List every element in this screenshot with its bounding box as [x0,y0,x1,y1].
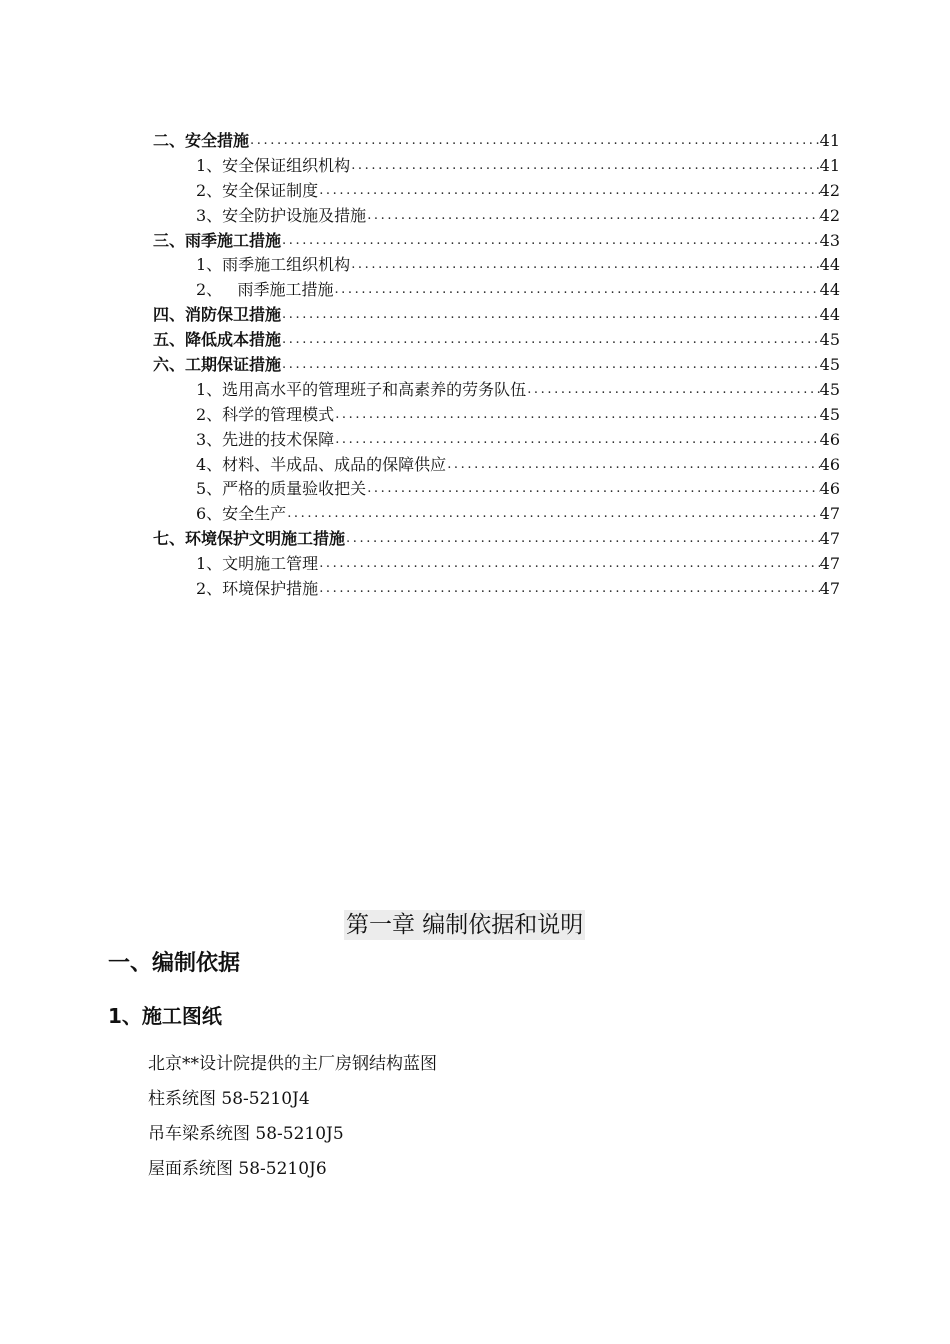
toc-entry[interactable] [0,453,950,478]
toc-entry-title: 1、选用高水平的管理班子和高素养的劳务队伍 [196,379,527,399]
toc-entry-page: 41 [819,155,840,175]
toc-dot-leader [527,378,819,403]
toc-entry-title: 六、工期保证措施 [153,355,282,375]
toc-entry-title: 3、安全防护设施及措施 [196,205,367,225]
toc-dot-leader [447,453,819,478]
toc-entry-title: 2、安全保证制度 [196,180,319,200]
toc-dot-leader [367,204,819,229]
toc-entry-page: 41 [819,131,840,150]
toc-dot-leader [335,403,819,428]
toc-entry-page: 46 [819,454,840,474]
toc-entry-title: 3、先进的技术保障 [196,429,335,449]
toc-entry-title: 三、雨季施工措施 [153,230,282,250]
toc-dot-leader [351,253,819,278]
toc-entry[interactable] [0,353,950,378]
toc-entry[interactable] [0,154,950,179]
toc-entry-page: 46 [819,429,840,449]
body-paragraph: 北京**设计院提供的主厂房钢结构蓝图 [148,1054,437,1074]
toc-entry-title: 1、安全保证组织机构 [196,155,351,175]
toc-entry-title: 1、雨季施工组织机构 [196,255,351,275]
body-paragraph: 屋面系统图 58-5210J6 [148,1159,327,1179]
toc-entry[interactable] [0,552,950,577]
toc-entry[interactable] [0,278,950,303]
toc-dot-leader [319,552,819,577]
toc-dot-leader [282,229,820,254]
toc-dot-leader [287,502,819,527]
toc-entry-page: 45 [819,355,840,375]
toc-entry[interactable] [0,229,950,254]
toc-dot-leader [282,303,820,328]
toc-entry-page: 47 [819,579,840,599]
toc-entry-page: 42 [819,180,840,200]
toc-entry[interactable] [0,502,950,527]
toc-entry-page: 42 [819,205,840,225]
subsection-heading: 1、施工图纸 [108,1004,222,1028]
toc-entry[interactable] [0,527,950,552]
toc-dot-leader [351,154,819,179]
toc-entry-page: 43 [819,230,840,250]
drawing-list [148,1047,437,1187]
toc-entry[interactable] [0,328,950,353]
toc-entry-page: 45 [819,330,840,350]
toc-dot-leader [282,328,820,353]
toc-entry-page: 47 [819,529,840,549]
toc-entry-page: 47 [819,504,840,524]
toc-entry-title: 四、消防保卫措施 [153,305,282,325]
toc-entry-page: 46 [819,479,840,499]
toc-entry-title: 4、材料、半成品、成品的保障供应 [196,454,447,474]
toc-entry[interactable] [0,204,950,229]
toc-entry-title: 七、环境保护文明施工措施 [153,529,346,549]
toc-entry-page: 44 [819,255,840,275]
toc-entry[interactable] [0,179,950,204]
toc-entry[interactable] [0,577,950,602]
toc-entry-page: 45 [819,404,840,424]
toc-dot-leader [367,477,819,502]
toc-entry[interactable] [0,129,950,154]
toc-entry[interactable] [0,303,950,328]
toc-entry[interactable] [0,253,950,278]
toc-dot-leader [319,577,819,602]
toc-dot-leader [250,129,820,154]
toc-dot-leader [319,179,819,204]
toc-entry-title: 1、文明施工管理 [196,554,319,574]
toc-entry-page: 44 [819,280,840,300]
toc-entry[interactable] [0,428,950,453]
body-paragraph: 吊车梁系统图 58-5210J5 [148,1124,344,1144]
toc-entry-title: 五、降低成本措施 [153,330,282,350]
toc-dot-leader [282,353,820,378]
table-of-contents [0,129,950,602]
body-paragraph: 柱系统图 58-5210J4 [148,1089,310,1109]
toc-entry-title: 5、严格的质量验收把关 [196,479,367,499]
toc-entry[interactable] [0,378,950,403]
toc-entry[interactable] [0,403,950,428]
toc-entry-page: 45 [819,379,840,399]
chapter-title: 第一章 编制依据和说明 [346,912,584,938]
toc-entry-title: 2、 雨季施工措施 [196,280,334,300]
toc-entry-page: 44 [819,305,840,325]
toc-dot-leader [335,428,819,453]
toc-entry-page: 47 [819,554,840,574]
toc-entry-title: 二、安全措施 [153,131,250,150]
toc-dot-leader [334,278,819,303]
toc-entry[interactable] [0,477,950,502]
toc-entry-title: 2、环境保护措施 [196,579,319,599]
toc-dot-leader [346,527,820,552]
toc-entry-title: 6、安全生产 [196,504,287,524]
section-heading: 一、编制依据 [108,951,241,976]
toc-entry-title: 2、科学的管理模式 [196,404,335,424]
